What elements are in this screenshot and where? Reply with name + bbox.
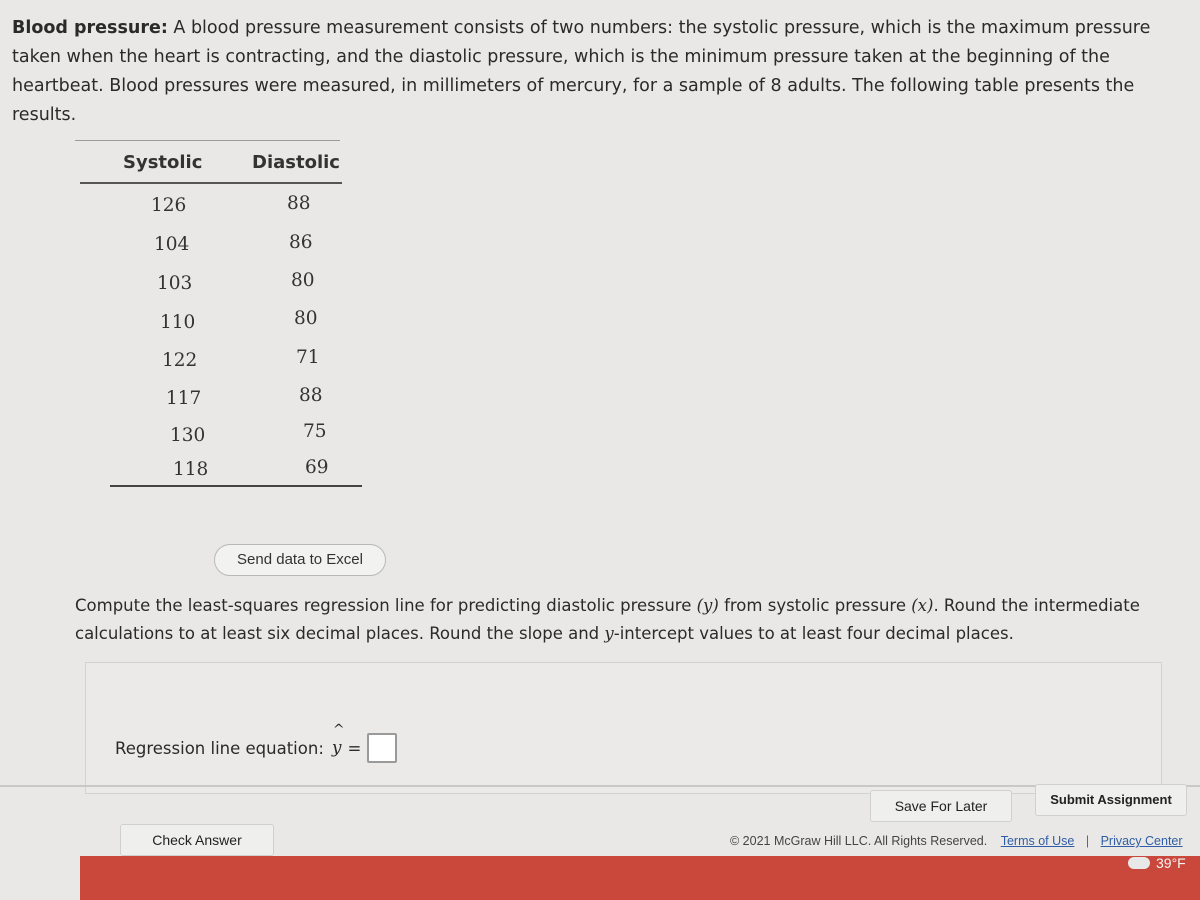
table-cell-systolic: 110	[160, 312, 196, 333]
column-header-systolic: Systolic	[123, 152, 203, 173]
check-answer-button[interactable]: Check Answer	[120, 824, 274, 856]
problem-text: A blood pressure measurement consists of two numbers: the systolic pressure, which is the maximum pressure taken when the heart is contracting, and the diastolic pressure, which is the minimum pressure taken at the beginning of the heartbeat. Blood pressures were measured, in millimeters of mercury, for a sample of 8 adults. The following table presents the results.	[12, 18, 1151, 125]
problem-title: Blood pressure:	[12, 18, 168, 38]
save-for-later-button[interactable]: Save For Later	[870, 790, 1012, 822]
send-to-excel-button[interactable]: Send data to Excel	[214, 544, 386, 576]
table-cell-systolic: 130	[170, 425, 206, 446]
table-header-rule	[80, 182, 342, 184]
copyright-text: © 2021 McGraw Hill LLC. All Rights Reserved.	[730, 834, 988, 848]
y-variable: y	[331, 738, 342, 758]
regression-answer-input[interactable]	[367, 733, 397, 763]
table-cell-systolic: 103	[157, 273, 193, 294]
variable-x: (x)	[911, 596, 934, 615]
instructions-text: -intercept values to at least four decimal places.	[613, 624, 1014, 643]
instructions-text: from systolic pressure	[724, 596, 906, 615]
equals-sign: =	[347, 738, 362, 758]
table-bottom-rule	[110, 485, 362, 487]
cloud-icon	[1128, 857, 1150, 869]
table-cell-systolic: 104	[154, 234, 190, 255]
table-cell-systolic: 117	[166, 388, 202, 409]
problem-statement	[12, 14, 1187, 130]
footer-links	[730, 834, 1183, 848]
table-cell-diastolic: 69	[305, 457, 329, 478]
table-cell-diastolic: 88	[287, 193, 311, 214]
weather-temperature: 39°F	[1156, 855, 1186, 871]
terms-of-use-link[interactable]: Terms of Use	[1000, 834, 1075, 848]
y-hat-symbol	[331, 722, 345, 758]
submit-assignment-button[interactable]: Submit Assignment	[1035, 784, 1187, 816]
footer-separator: |	[1085, 834, 1090, 848]
instructions-text: . Round the intermediate calculations to at least six decimal places. Round the slope and	[75, 596, 1140, 643]
table-cell-diastolic: 75	[303, 421, 327, 442]
instructions	[75, 592, 1185, 648]
variable-y: (y)	[696, 596, 719, 615]
instructions-text: Compute the least-squares regression line for predicting diastolic pressure	[75, 596, 692, 615]
table-top-rule	[75, 140, 340, 141]
table-cell-systolic: 122	[162, 350, 198, 371]
variable-y: y	[604, 624, 614, 643]
privacy-center-link[interactable]: Privacy Center	[1100, 834, 1183, 848]
column-header-diastolic: Diastolic	[252, 152, 340, 173]
table-cell-systolic: 118	[173, 459, 209, 480]
answer-area	[85, 662, 1162, 794]
table-cell-diastolic: 80	[291, 270, 315, 291]
regression-label: Regression line equation:	[115, 738, 324, 758]
table-cell-systolic: 126	[151, 195, 187, 216]
footer-divider	[0, 785, 1200, 787]
table-cell-diastolic: 80	[294, 308, 318, 329]
regression-equation	[115, 722, 397, 763]
taskbar	[80, 856, 1200, 900]
weather-widget[interactable]	[1128, 855, 1186, 871]
hat-symbol: ^	[332, 722, 345, 738]
table-cell-diastolic: 86	[289, 232, 313, 253]
table-cell-diastolic: 71	[296, 347, 320, 368]
table-cell-diastolic: 88	[299, 385, 323, 406]
